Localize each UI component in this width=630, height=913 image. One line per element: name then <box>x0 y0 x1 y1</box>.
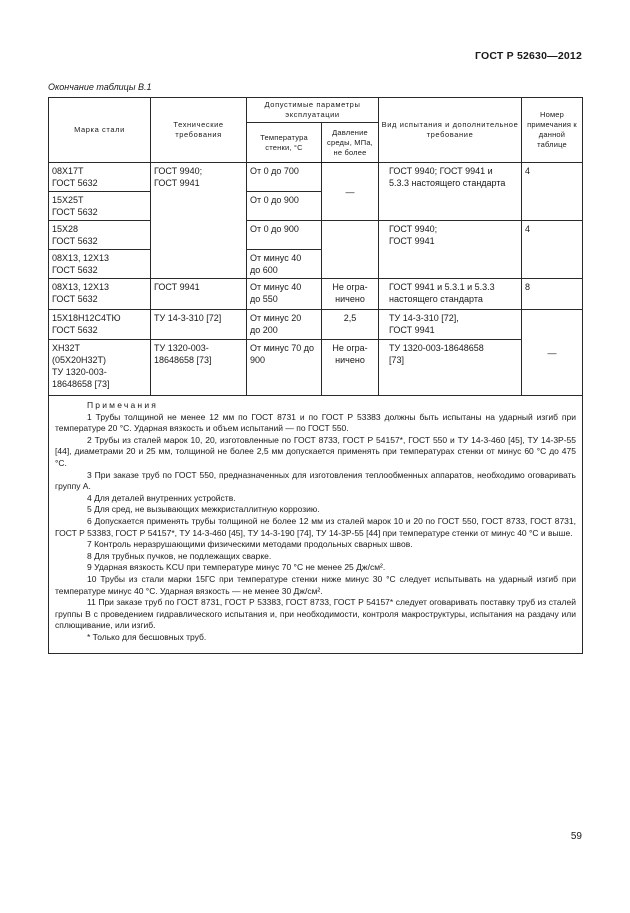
cell-tech-requirement: ГОСТ 9940; ГОСТ 9941 <box>151 163 247 279</box>
footnote: * Только для бесшовных труб. <box>87 631 207 642</box>
note-item: 3 При заказе труб по ГОСТ 550, предназначенных для изготовления теплообменных аппаратов, необходимо оговаривать группу А. <box>55 469 576 492</box>
cell-test-type: ГОСТ 9940; ГОСТ 9941 <box>379 221 522 279</box>
cell-grade: ХН32Т (05Х20Н32Т) ТУ 1320-003- 18648658 [73] <box>49 340 151 396</box>
note-item: 10 Трубы из стали марки 15ГС при температуре стенки ниже минус 30 °С следует испытывать на ударный изгиб при температуре минус 40 °С. Ударная вязкость — не менее 30 Дж/см². <box>55 573 576 596</box>
header-permissible-params: Допустимые параметры эксплуатации <box>247 98 379 123</box>
header-note-number: Номер примечания к данной таблице <box>522 98 583 163</box>
note-item: 5 Для сред, не вызывающих межкристаллитную коррозию. <box>87 504 320 515</box>
cell-grade: 08Х13, 12Х13 ГОСТ 5632 <box>49 279 151 310</box>
steel-table <box>48 97 583 654</box>
table-caption: Окончание таблицы В.1 <box>48 82 152 92</box>
note-item: 9 Ударная вязкость KCU при температуре минус 70 °С не менее 25 Дж/см². <box>87 562 386 573</box>
header-pressure: Давление среды, МПа, не более <box>322 123 379 163</box>
cell-grade: 08Х17Т ГОСТ 5632 <box>49 163 151 192</box>
cell-tech-requirement: ТУ 1320-003- 18648658 [73] <box>151 340 247 396</box>
notes-title: Примечания <box>87 400 159 410</box>
header-wall-temperature: Температура стенки, °С <box>247 123 322 163</box>
note-item: 8 Для трубных пучков, не подлежащих сварке. <box>87 550 272 561</box>
cell-test-type: ТУ 1320-003-18648658 [73] <box>379 340 522 396</box>
cell-pressure: 2,5 <box>322 310 379 340</box>
cell-tech-requirement: ТУ 14-3-310 [72] <box>151 310 247 340</box>
note-item: 7 Контроль неразрушающими физическими методами продольных сварных швов. <box>87 539 413 550</box>
cell-temperature: От 0 до 900 <box>247 221 322 250</box>
cell-grade: 08Х13, 12Х13 ГОСТ 5632 <box>49 250 151 279</box>
cell-tech-requirement: ГОСТ 9941 <box>151 279 247 310</box>
note-item: 11 При заказе труб по ГОСТ 8731, ГОСТ Р 53383, ГОСТ 8733, ГОСТ Р 54157* следует оговаривать поставку труб из сталей группы В с проведением гидравлического испытания и, при необходимости, контроля макроструктуры, испытания на раздачу или сплющивание, или изгиб. <box>55 597 576 631</box>
note-item: 4 Для деталей внутренних устройств. <box>87 492 236 503</box>
header-test-type: Вид испытания и дополнительное требование <box>379 98 522 163</box>
document-number: ГОСТ Р 52630—2012 <box>474 50 582 62</box>
header-tech-requirements: Технические требования <box>151 98 247 163</box>
cell-test-type: ТУ 14-3-310 [72], ГОСТ 9941 <box>379 310 522 340</box>
note-item: 2 Трубы из сталей марок 10, 20, изготовленные по ГОСТ 8733, ГОСТ Р 54157*, ГОСТ 550 и ТУ 14-3-460 [45], ТУ 14-3Р-55 [44], диаметрами 20 и 25 мм, толщиной не более 2,5 мм допускается применять при температурах стенки от минус 60 °С до 475 °С. <box>55 434 576 468</box>
cell-grade: 15Х18Н12С4ТЮ ГОСТ 5632 <box>49 310 151 340</box>
cell-temperature: От минус 40 до 600 <box>247 250 322 279</box>
cell-note-number: 4 <box>522 221 583 279</box>
cell-temperature: От минус 20 до 200 <box>247 310 322 340</box>
note-item: 1 Трубы толщиной не менее 12 мм по ГОСТ 8731 и по ГОСТ Р 53383 должны быть испытаны на ударный изгиб при температуре 20 °С. Ударная вязкость и объем испытаний — по ГОСТ 550. <box>55 411 576 434</box>
cell-test-type: ГОСТ 9940; ГОСТ 9941 и 5.3.3 настоящего стандарта <box>379 163 522 221</box>
cell-grade: 15Х25Т ГОСТ 5632 <box>49 192 151 221</box>
cell-pressure-blank <box>322 221 379 279</box>
header-steel-grade: Марка стали <box>49 98 151 163</box>
note-item: 6 Допускается применять трубы толщиной не более 12 мм из сталей марок 10 и 20 по ГОСТ 550, ГОСТ 8733, ГОСТ 8731, ГОСТ Р 53383, ГОСТ Р 54157*, ТУ 14-3-460 [45], ТУ 14-3-190 [74], ТУ 14-3Р-55 [44] при температуре стенки от минус 40 °С и выше. <box>55 515 576 538</box>
cell-pressure: Не огра- ничено <box>322 340 379 396</box>
cell-temperature: От минус 70 до 900 <box>247 340 322 396</box>
cell-pressure: — <box>322 163 379 221</box>
cell-note-number: 4 <box>522 163 583 221</box>
page-number: 59 <box>570 831 582 842</box>
cell-test-type: ГОСТ 9941 и 5.3.1 и 5.3.3 настоящего стандарта <box>379 279 522 310</box>
cell-note-number: — <box>522 310 583 396</box>
cell-grade: 15Х28 ГОСТ 5632 <box>49 221 151 250</box>
cell-note-number: 8 <box>522 279 583 310</box>
cell-temperature: От 0 до 700 <box>247 163 322 192</box>
cell-temperature: От минус 40 до 550 <box>247 279 322 310</box>
notes-block <box>49 396 583 654</box>
cell-temperature: От 0 до 900 <box>247 192 322 221</box>
cell-pressure: Не огра- ничено <box>322 279 379 310</box>
